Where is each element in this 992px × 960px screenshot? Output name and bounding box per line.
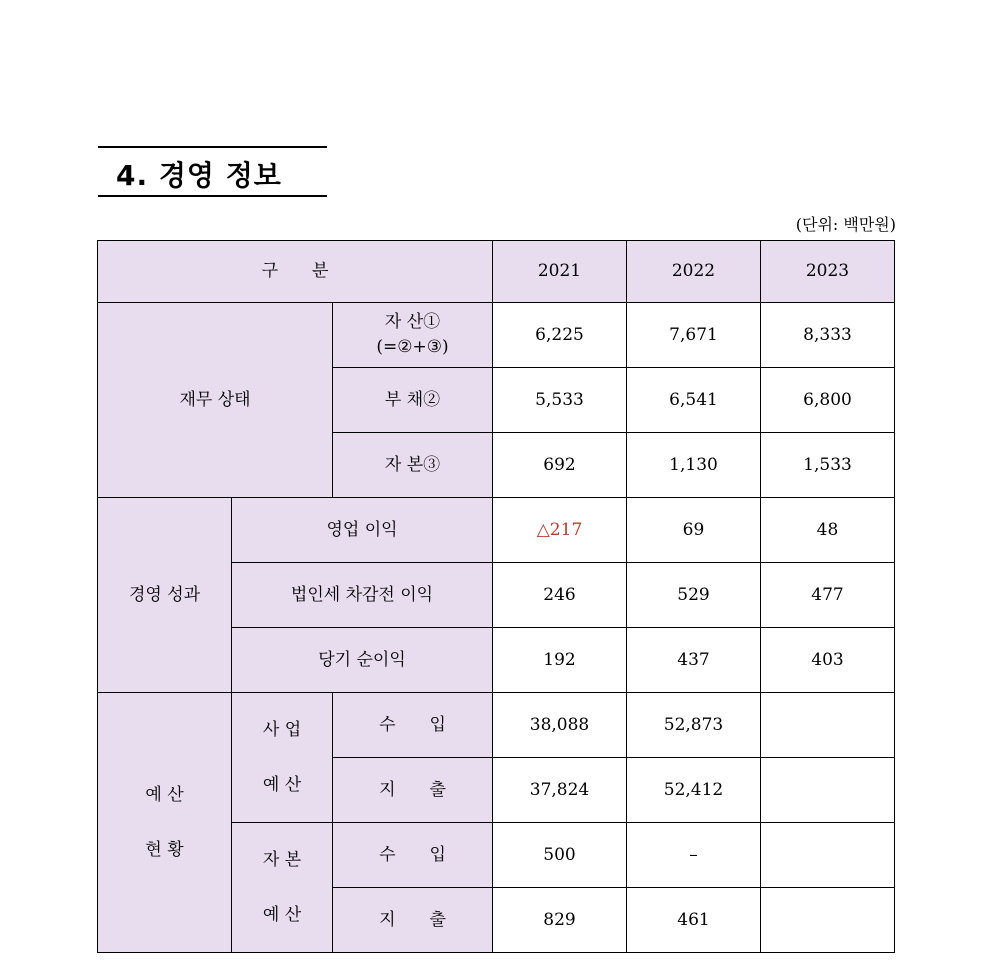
cell-value: –	[627, 823, 761, 888]
row-label-expense: 지 출	[333, 758, 493, 823]
cell-value: 437	[627, 628, 761, 693]
row-label-operating-income: 영업 이익	[232, 498, 493, 563]
cell-value: 1,130	[627, 433, 761, 498]
group-performance: 경영 성과	[98, 498, 232, 693]
cell-value	[761, 823, 895, 888]
cell-value: 6,541	[627, 368, 761, 433]
cell-value: 48	[761, 498, 895, 563]
cell-value: 246	[493, 563, 627, 628]
cell-value: 52,412	[627, 758, 761, 823]
cell-value: 477	[761, 563, 895, 628]
cell-value: 692	[493, 433, 627, 498]
row-label-pretax-income: 법인세 차감전 이익	[232, 563, 493, 628]
row-label-expense: 지 출	[333, 888, 493, 953]
cell-value: 1,533	[761, 433, 895, 498]
cell-value: 7,671	[627, 303, 761, 368]
cell-value: 38,088	[493, 693, 627, 758]
row-label-net-income: 당기 순이익	[232, 628, 493, 693]
unit-label: (단위: 백만원)	[795, 215, 896, 234]
header-year-2022: 2022	[627, 241, 761, 303]
table-row	[98, 498, 895, 563]
cell-value	[761, 888, 895, 953]
table-row	[98, 303, 895, 368]
subgroup-capital-budget: 자 본 예 산	[232, 823, 333, 953]
group-financial-status: 재무 상태	[98, 303, 333, 498]
cell-value	[761, 758, 895, 823]
cell-value: 192	[493, 628, 627, 693]
cell-value: 37,824	[493, 758, 627, 823]
cell-value: 52,873	[627, 693, 761, 758]
cell-value-negative: △217	[493, 498, 627, 563]
row-label-revenue: 수 입	[333, 823, 493, 888]
header-category: 구 분	[98, 241, 493, 303]
table-row	[98, 693, 895, 758]
cell-value: 461	[627, 888, 761, 953]
cell-value: 6,800	[761, 368, 895, 433]
cell-value: 403	[761, 628, 895, 693]
cell-value	[761, 693, 895, 758]
cell-value: 829	[493, 888, 627, 953]
cell-value: 6,225	[493, 303, 627, 368]
group-budget: 예 산 현 황	[98, 693, 232, 953]
row-label-assets: 자 산① (=②+③)	[333, 303, 493, 368]
header-year-2023: 2023	[761, 241, 895, 303]
management-info-table	[97, 240, 895, 953]
cell-value: 8,333	[761, 303, 895, 368]
section-title: 4. 경영 정보	[116, 159, 282, 192]
header-year-2021: 2021	[493, 241, 627, 303]
cell-value: 529	[627, 563, 761, 628]
row-label-equity: 자 본③	[333, 433, 493, 498]
row-label-liabilities: 부 채②	[333, 368, 493, 433]
cell-value: 69	[627, 498, 761, 563]
subgroup-business-budget: 사 업 예 산	[232, 693, 333, 823]
section-title-box	[98, 146, 327, 197]
header-row	[98, 241, 895, 303]
cell-value: 500	[493, 823, 627, 888]
row-label-revenue: 수 입	[333, 693, 493, 758]
cell-value: 5,533	[493, 368, 627, 433]
